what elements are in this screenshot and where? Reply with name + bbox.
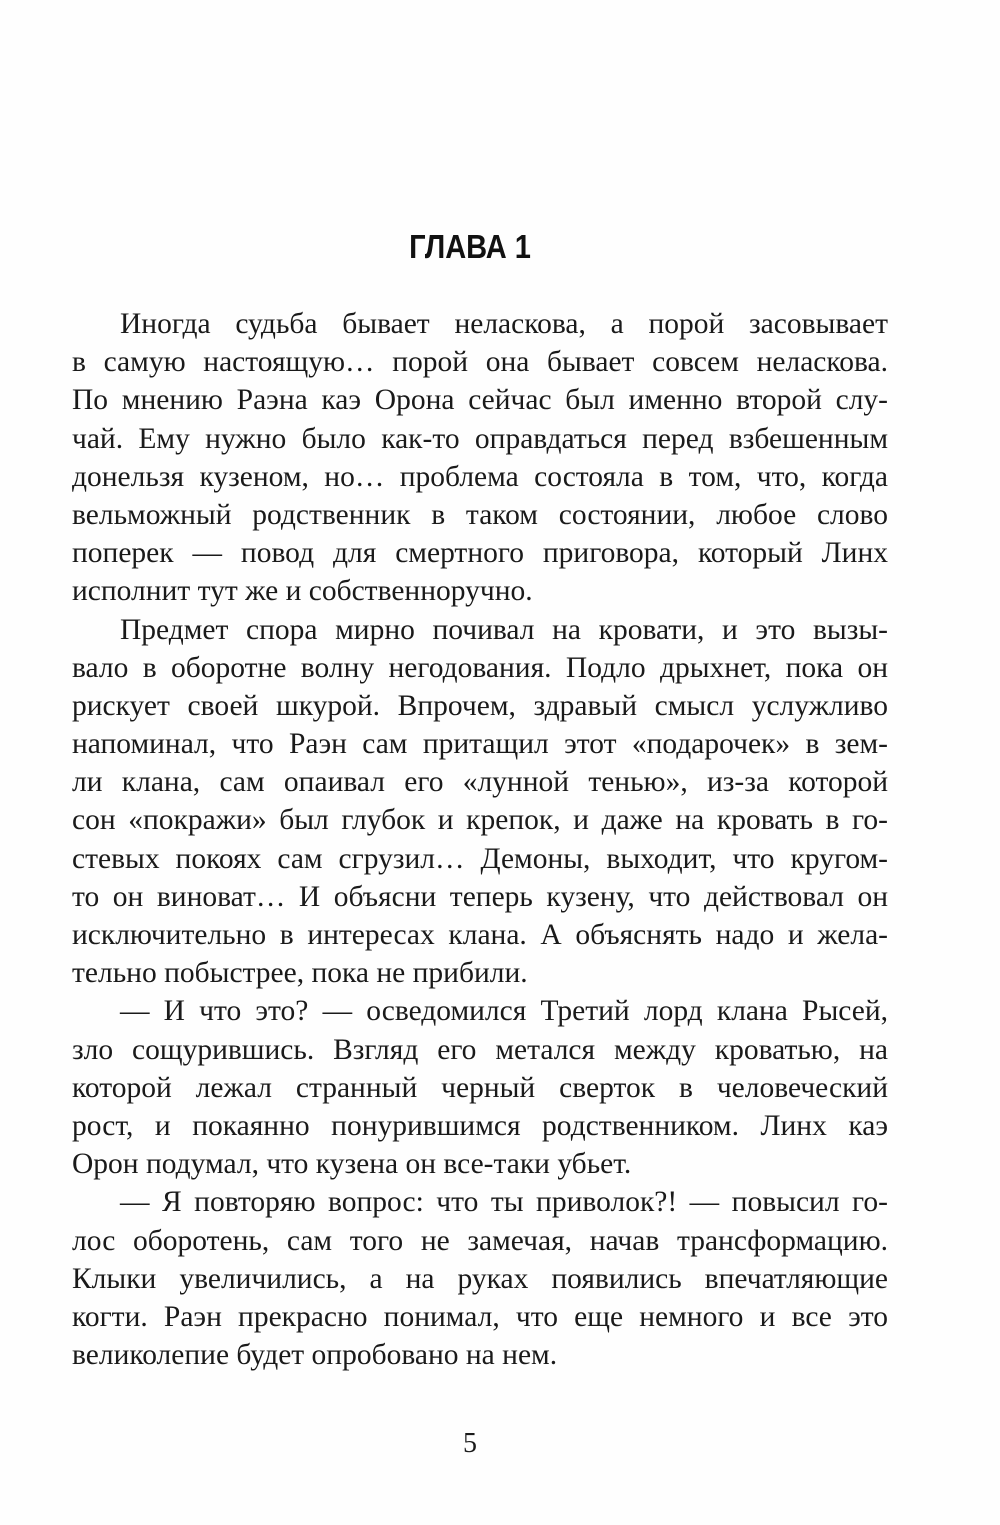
text-line: По мнению Раэна каэ Орона сейчас был именно второй слу-	[72, 384, 888, 417]
text-line: тельно побыстрее, пока не прибили.	[72, 957, 528, 990]
paragraph	[72, 611, 888, 993]
text-line: в самую настоящую… порой она бывает совсем неласкова.	[72, 346, 888, 379]
text-line: исполнит тут же и собственноручно.	[72, 575, 533, 608]
text-line: Орон подумал, что кузена он все-таки убьет.	[72, 1148, 632, 1181]
text-line: донельзя кузеном, но… проблема состояла в том, что, когда	[72, 460, 888, 493]
chapter-body	[72, 305, 888, 1374]
text-line: Иногда судьба бывает неласкова, а порой засовывает	[120, 308, 888, 340]
text-line: — Я повторяю вопрос: что ты приволок?! — повысил го-	[120, 1186, 888, 1219]
text-line: поперек — повод для смертного приговора, который Линх	[72, 537, 888, 570]
chapter-title: ГЛАВА 1	[409, 228, 531, 265]
paragraph	[72, 1183, 888, 1374]
page-number: 5	[463, 1428, 477, 1459]
text-line: Клыки увеличились, а на руках появились впечатляющие	[72, 1262, 888, 1295]
text-line: напоминал, что Раэн сам притащил этот «подарочек» в зем-	[72, 728, 888, 761]
text-line: вало в оборотне волну негодования. Подло дрыхнет, пока он	[72, 651, 888, 684]
text-line: исключительно в интересах клана. А объяснять надо и жела-	[72, 919, 888, 951]
text-line: рискует своей шкурой. Впрочем, здравый смысл услужливо	[72, 689, 888, 722]
text-line: лос оборотень, сам того не замечая, начав трансформацию.	[72, 1224, 888, 1257]
text-line: великолепие будет опробовано на нем.	[72, 1339, 558, 1372]
text-line: рост, и покаянно понурившимся родственником. Линх каэ	[72, 1109, 888, 1142]
text-line: Предмет спора мирно почивал на кровати, и это вызы-	[120, 613, 888, 646]
text-line: вельможный родственник в таком состоянии, любое слово	[72, 498, 888, 531]
text-line: то он виноват… И объясни теперь кузену, что действовал он	[72, 880, 888, 913]
text-line: когти. Раэн прекрасно понимал, что еще немного и все это	[72, 1300, 888, 1333]
text-line: стевых покоях сам сгрузил… Демоны, выходит, что кругом-	[72, 842, 888, 875]
text-line: чай. Ему нужно было как-то оправдаться перед взбешенным	[72, 422, 888, 455]
text-line: — И что это? — осведомился Третий лорд клана Рысей,	[120, 995, 888, 1028]
text-line: сон «покражи» был глубок и крепок, и даже на кровать в го-	[72, 804, 888, 837]
paragraph	[72, 992, 888, 1183]
text-line: зло сощурившись. Взгляд его метался между кроватью, на	[72, 1033, 888, 1066]
text-line: ли клана, сам опаивал его «лунной тенью», из-за которой	[72, 766, 888, 799]
text-line: которой лежал странный черный сверток в человеческий	[72, 1071, 888, 1104]
paragraph	[72, 305, 888, 611]
